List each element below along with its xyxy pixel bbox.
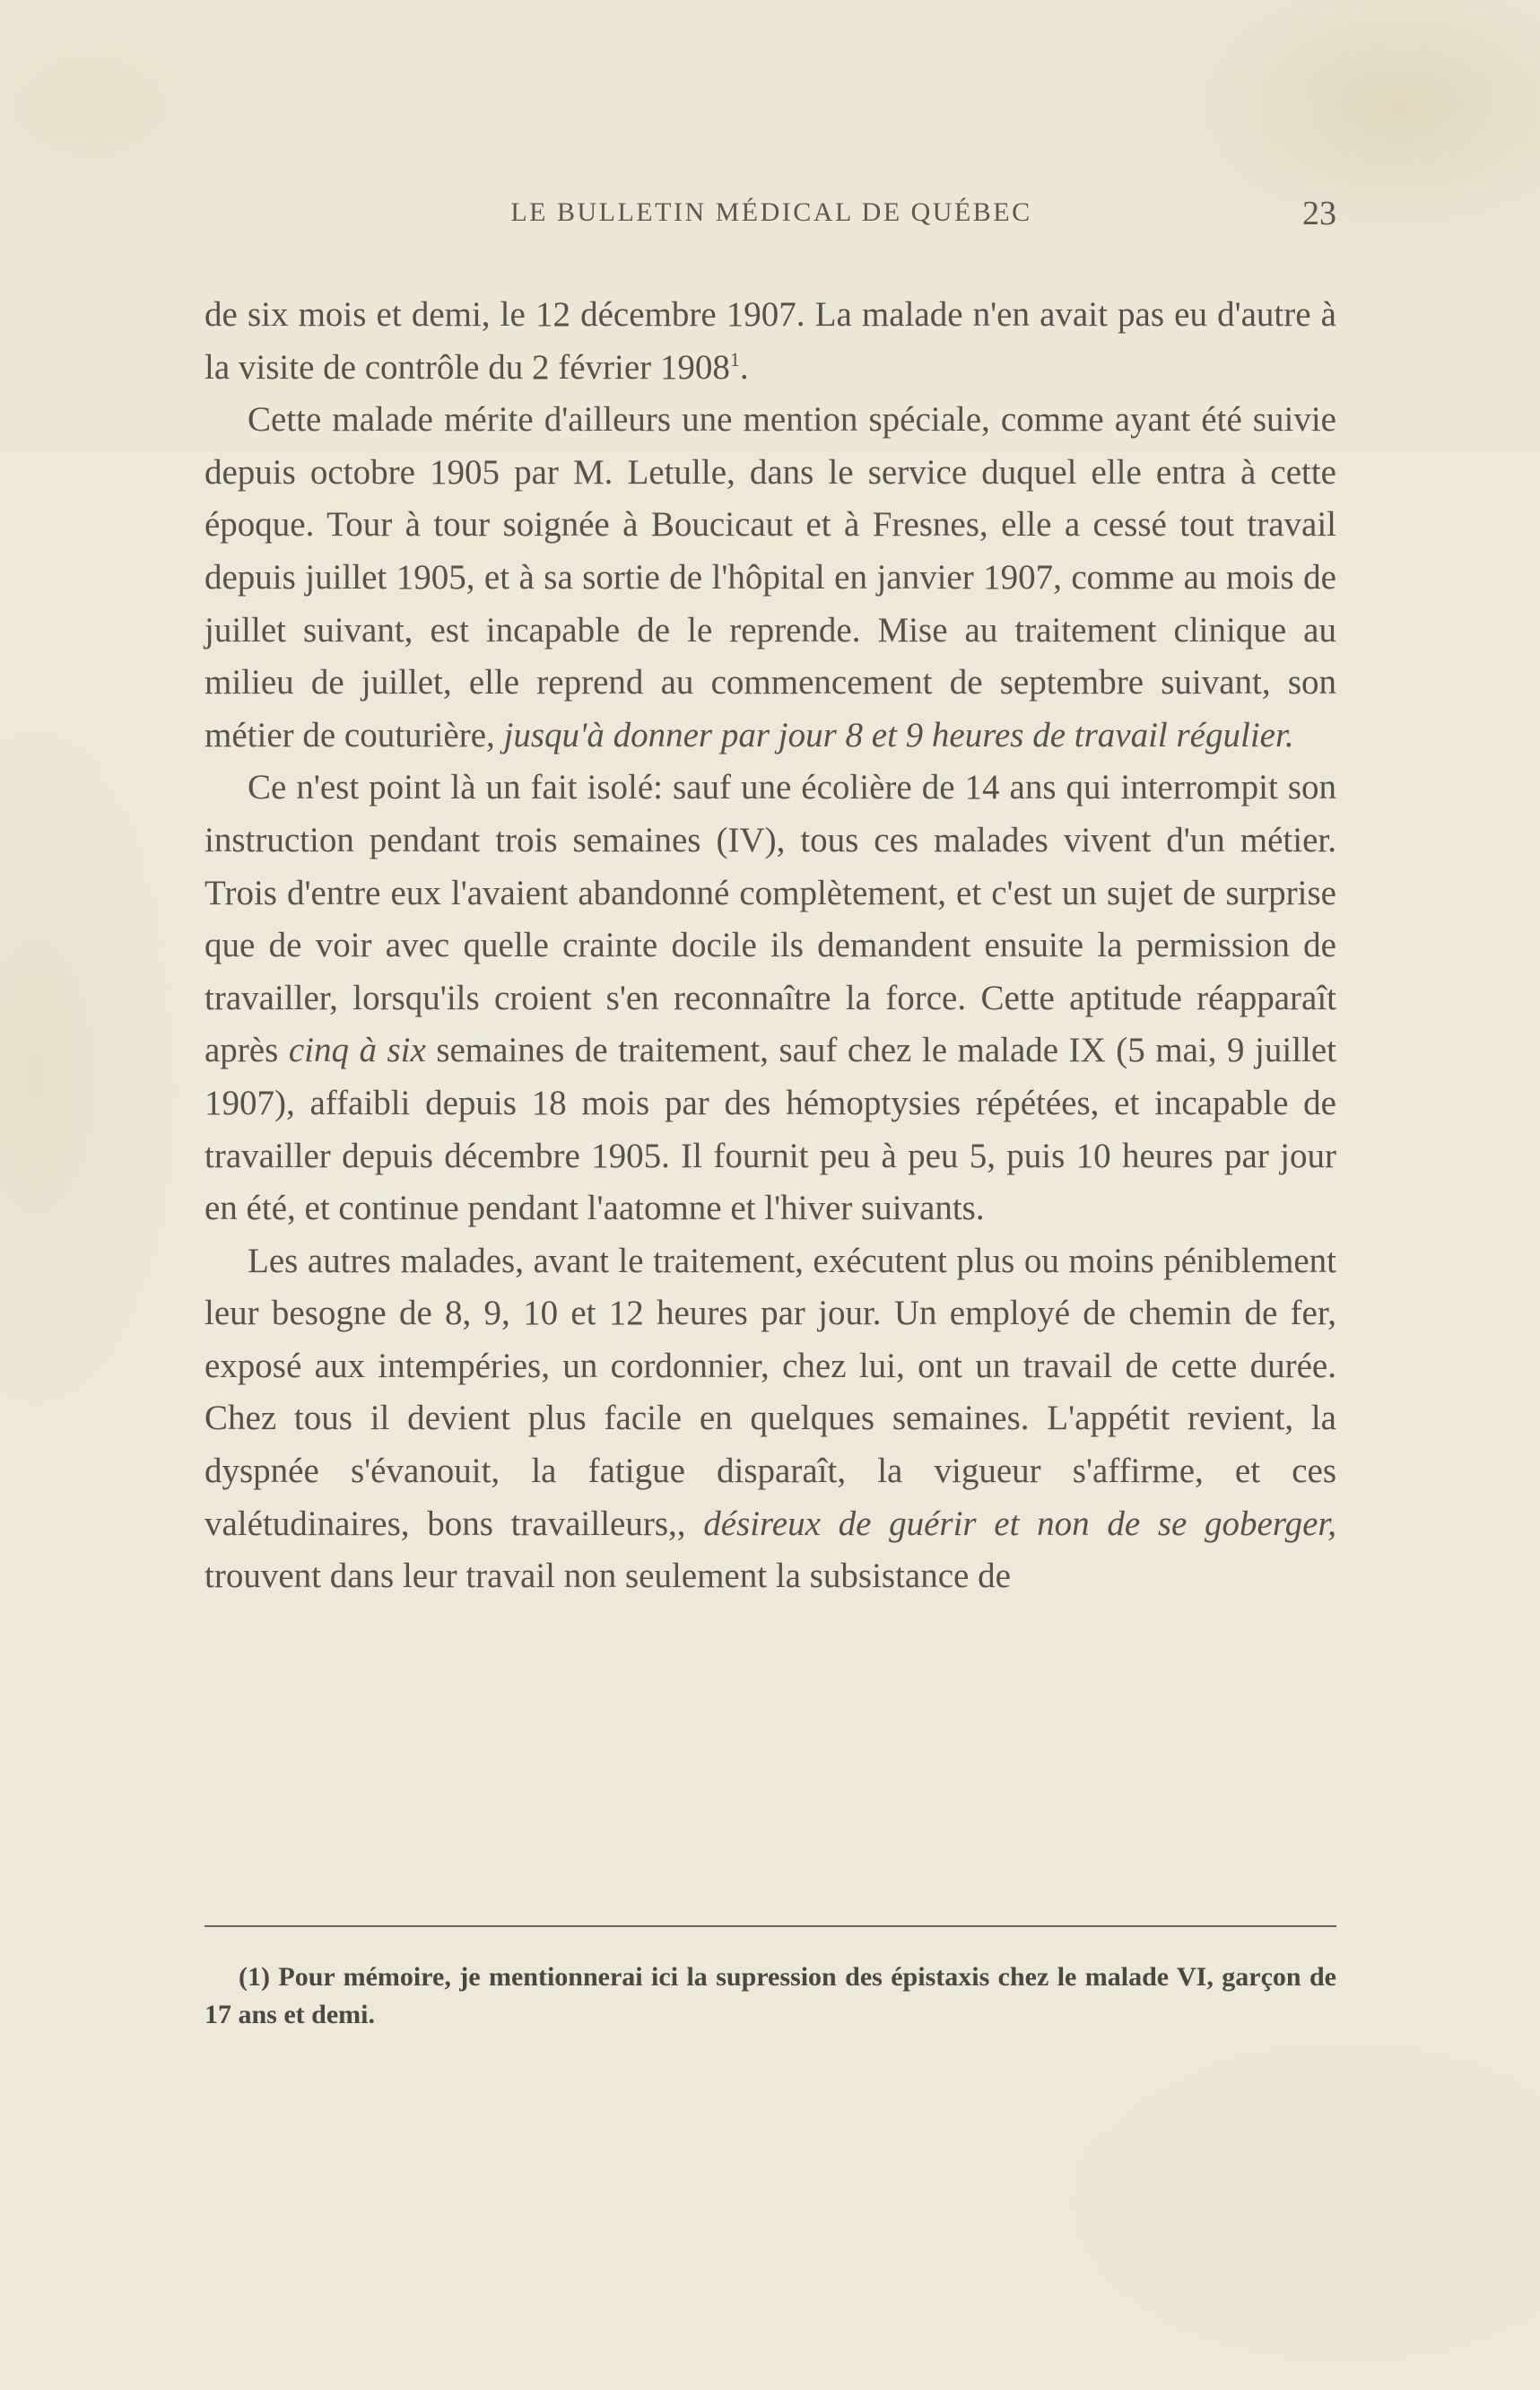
body-text (204, 289, 1336, 1603)
running-head (206, 197, 1336, 242)
paragraph-3-text-a: Ce n'est point là un fait isolé: sauf une écolière de 14 ans qui interrompit son instruction pendant trois semaines (IV), tous ces malades vivent d'un métier. Trois d'entre eux l'avaient abandonné complètement, et c'est un sujet de surprise que de voir avec quelle crainte docile ils demandent ensuite la permission de travailler, lorsqu'ils croient s'en reconnaître la force. Cette aptitude réapparaît après (204, 768, 1336, 1070)
paragraph-1-end: . (739, 347, 749, 387)
paragraph-2-text: Cette malade mérite d'ailleurs une mention spéciale, comme ayant été suivie depuis octobre 1905 par M. Letulle, dans le service duquel elle entra à cette époque. Tour à tour soignée à Boucicaut et à Fresnes, elle a cessé tout travail depuis juillet 1905, et à sa sortie de l'hôpital en janvier 1907, comme au mois de juillet suivant, est incapable de le reprende. Mise au traitement clinique au milieu de juillet, elle reprend au commencement de septembre suivant, son métier de couturière, (204, 400, 1336, 755)
paragraph-4-text-b: trouvent dans leur travail non seulement la subsistance de (204, 1557, 1011, 1596)
paragraph-2-italic: jusqu'à donner par jour 8 et 9 heures de travail régulier. (503, 715, 1294, 755)
paragraph-3-text-b: semaines de traitement, sauf chez le malade IX (5 mai, 9 juillet 1907), affaibli depuis 18 mois par des hémoptysies répétées, et incapable de travailler depuis décembre 1905. Il fournit peu à peu 5, puis 10 heures par jour en été, et continue pendant l'aatomne et l'hiver suivants. (204, 1031, 1337, 1228)
footnote: (1) Pour mémoire, je mentionnerai ici la supression des épistaxis chez le malade VI, garçon de 17 ans et demi. (204, 1962, 1336, 2029)
paragraph-3 (204, 762, 1336, 1234)
footnote-divider (204, 1925, 1336, 1927)
page-number: 23 (1302, 195, 1336, 232)
journal-title: LE BULLETIN MÉDICAL DE QUÉBEC (510, 197, 1032, 227)
paragraph-1-text: de six mois et demi, le 12 décembre 1907. La malade n'en avait pas eu d'autre à la visite de contrôle du 2 février 1908 (204, 295, 1336, 387)
paragraph-4-text-a: Les autres malades, avant le traitement, exécutent plus ou moins péniblement leur besogne de 8, 9, 10 et 12 heures par jour. Un employé de chemin de fer, exposé aux intempéries, un cordonnier, chez lui, ont un travail de cette durée. Chez tous il devient plus facile en quelques semaines. L'appétit revient, la dyspnée s'évanouit, la fatigue disparaît, la vigueur s'affirme, et ces valétudinaires, bons travailleurs,, (204, 1241, 1336, 1543)
footnote-reference: 1 (729, 347, 740, 371)
paragraph-2 (204, 394, 1336, 762)
paragraph-3-italic: cinq à six (288, 1031, 426, 1070)
paragraph-1 (204, 289, 1336, 394)
paragraph-4 (204, 1235, 1336, 1603)
paragraph-4-italic: désireux de guérir et non de se goberger, (703, 1504, 1336, 1543)
